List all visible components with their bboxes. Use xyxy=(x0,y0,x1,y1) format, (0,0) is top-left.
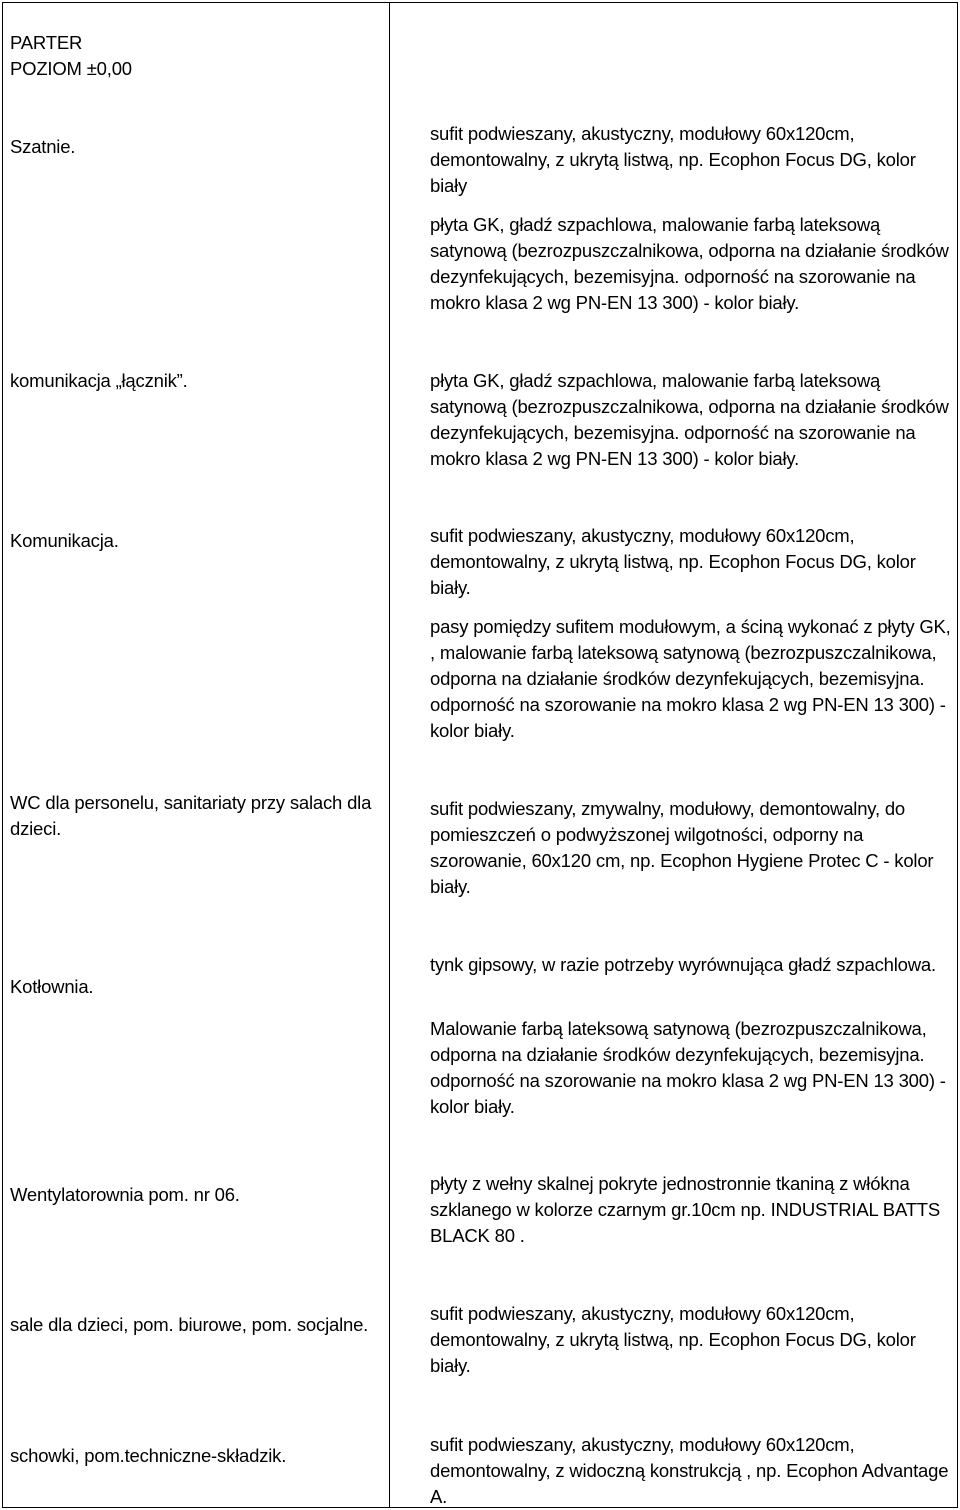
room-name: komunikacja „łącznik”. xyxy=(10,370,188,391)
room-spec: sufit podwieszany, zmywalny, modułowy, demontowalny, do pomieszczeń o podwyższonej wilgotności, odporny na szorowanie, 60x120 cm, np. Ecophon Hygiene Protec C - kolor biały. xyxy=(430,798,934,897)
room-spec: sufit podwieszany, akustyczny, modułowy 60x120cm, demontowalny, z ukrytą listwą, np. Ecophon Focus DG, kolor biały xyxy=(430,123,916,196)
room-spec: tynk gipsowy, w razie potrzeby wyrównująca gładź szpachlowa. xyxy=(430,954,936,975)
room-spec: pasy pomiędzy sufitem modułowym, a ściną wykonać z płyty GK, , malowanie farbą lateksową satynową (bezrozpuszczalnikowa, odporna na działanie środków dezynfekujących, bezemisyjna. odporność na szorowanie na mokro klasa 2 wg PN-EN 13 300) - kolor biały. xyxy=(430,616,951,741)
room-spec: płyta GK, gładź szpachlowa, malowanie farbą lateksową satynową (bezrozpuszczalnikowa, odporna na działanie środków dezynfekujących, bezemisyjna. odporność na szorowanie na mokro klasa 2 wg PN-EN 13 300) - kolor biały. xyxy=(430,370,949,469)
room-name: WC dla personelu, sanitariaty przy salach dla dzieci. xyxy=(10,792,372,839)
room-name: Szatnie. xyxy=(10,136,76,157)
room-name: schowki, pom.techniczne-składzik. xyxy=(10,1445,287,1466)
room-name: Wentylatorownia pom. nr 06. xyxy=(10,1184,240,1205)
room-name: sale dla dzieci, pom. biurowe, pom. socjalne. xyxy=(10,1314,369,1335)
room-spec: Malowanie farbą lateksową satynową (bezrozpuszczalnikowa, odporna na działanie środków dezynfekujących, bezemisyjna. odporność na szorowanie na mokro klasa 2 wg PN-EN 13 300) - kolor biały. xyxy=(430,1018,946,1117)
room-spec: sufit podwieszany, akustyczny, modułowy 60x120cm, demontowalny, z ukrytą listwą, np. Ecophon Focus DG, kolor biały. xyxy=(430,525,916,598)
level-name: PARTER xyxy=(10,32,83,53)
room-spec: płyty z wełny skalnej pokryte jednostronnie tkaniną z włókna szklanego w kolorze czarnym gr.10cm np. INDUSTRIAL BATTS BLACK 80 . xyxy=(430,1173,941,1246)
room-spec: sufit podwieszany, akustyczny, modułowy 60x120cm, demontowalny, z ukrytą listwą, np. Ecophon Focus DG, kolor biały. xyxy=(430,1303,916,1376)
room-name: Komunikacja. xyxy=(10,530,119,551)
room-spec: sufit podwieszany, akustyczny, modułowy 60x120cm, demontowalny, z widoczną konstrukcją , np. Ecophon Advantage A. xyxy=(430,1434,949,1507)
level-elevation: POZIOM ±0,00 xyxy=(10,58,132,79)
room-name: Kotłownia. xyxy=(10,976,94,997)
room-spec: płyta GK, gładź szpachlowa, malowanie farbą lateksową satynową (bezrozpuszczalnikowa, odporna na działanie środków dezynfekujących, bezemisyjna. odporność na szorowanie na mokro klasa 2 wg PN-EN 13 300) - kolor biały. xyxy=(430,214,949,313)
room-column-frame xyxy=(2,2,390,1508)
